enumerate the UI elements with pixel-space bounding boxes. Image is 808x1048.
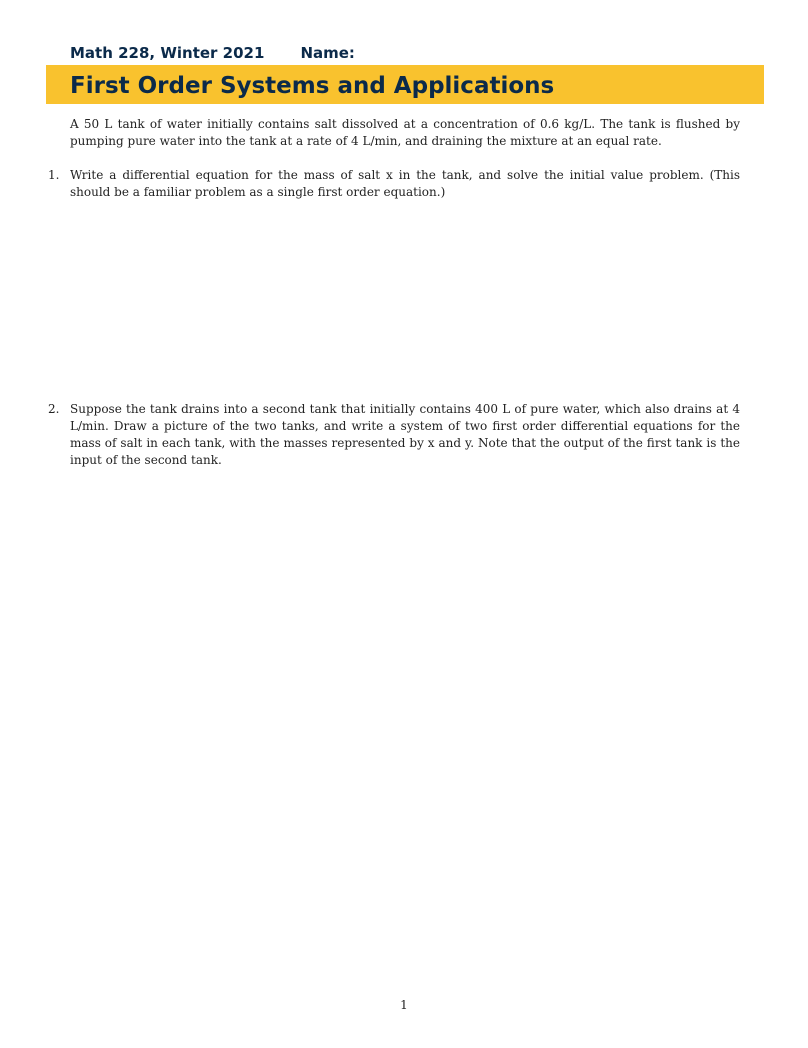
- title-bar: [46, 65, 764, 104]
- problem-2-text: Suppose the tank drains into a second tank that initially contains 400 L of pure water, which also drains at 4 L/min. Draw a picture of the two tanks, and write a system of two first order differential equations for the mass of salt in each tank, with the masses represented by x and y. Note that the output of the first tank is the input of the second tank.: [70, 402, 740, 467]
- name-label: Name:: [300, 44, 355, 62]
- problem-1-number: 1.: [48, 168, 60, 182]
- problem-2-number: 2.: [48, 402, 60, 416]
- intro-paragraph: A 50 L tank of water initially contains salt dissolved at a concentration of 0.6 kg/L. The tank is flushed by pumping pure water into the tank at a rate of 4 L/min, and draining the mixture at an equal rate.: [70, 117, 740, 148]
- problem-2: [48, 401, 740, 469]
- problem-1: [48, 167, 740, 201]
- course-header: [70, 44, 355, 62]
- problem-1-text: Write a differential equation for the mass of salt x in the tank, and solve the initial value problem. (This should be a familiar problem as a single first order equation.): [70, 168, 740, 199]
- page-number: 1: [400, 998, 408, 1012]
- course-label: Math 228, Winter 2021: [70, 44, 265, 62]
- page-title: First Order Systems and Applications: [70, 73, 555, 99]
